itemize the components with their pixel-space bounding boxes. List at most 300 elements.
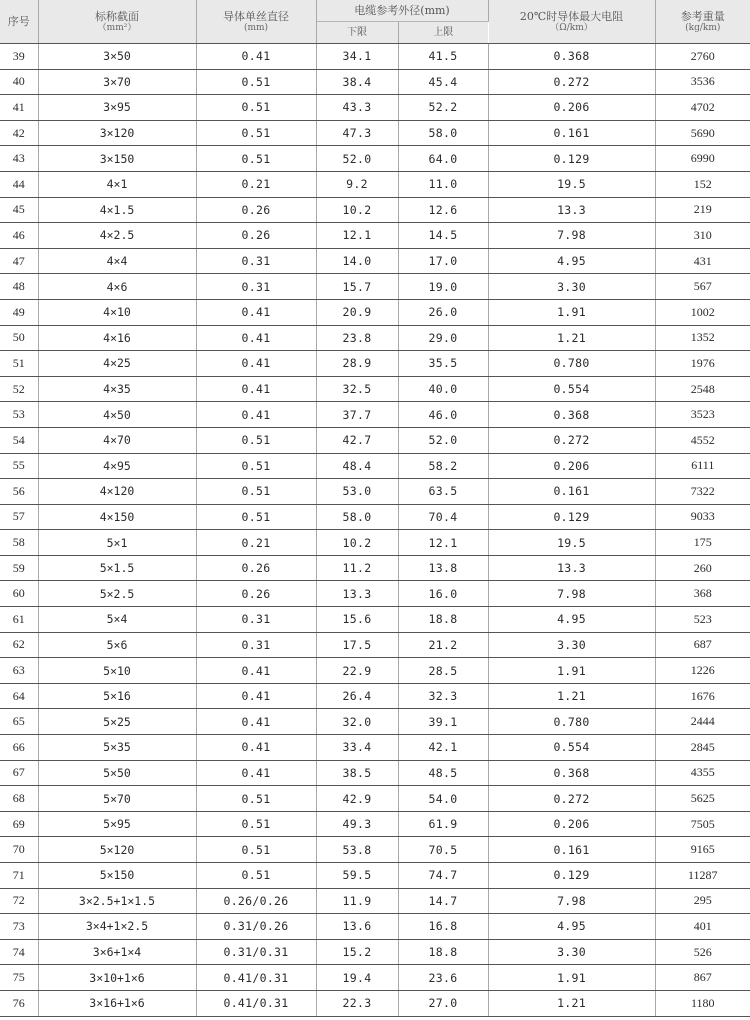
cell-index: 64 [0,683,38,709]
cell-weight: 11287 [655,863,750,889]
cell-outer-lower: 9.2 [316,171,398,197]
cell-outer-upper: 52.0 [398,427,488,453]
cell-outer-upper: 61.9 [398,811,488,837]
cell-outer-lower: 10.2 [316,197,398,223]
table-row [0,120,750,146]
cell-weight: 2548 [655,376,750,402]
table-row [0,44,750,70]
cell-wire-diameter: 0.26/0.26 [196,888,316,914]
cell-outer-upper: 21.2 [398,632,488,658]
table-row [0,965,750,991]
cell-weight: 567 [655,274,750,300]
table-row [0,683,750,709]
cell-outer-upper: 19.0 [398,274,488,300]
cell-wire-diameter: 0.41 [196,376,316,402]
table-row [0,658,750,684]
table-row [0,69,750,95]
cell-resistance: 1.91 [488,299,655,325]
table-row [0,735,750,761]
cell-outer-lower: 15.7 [316,274,398,300]
cell-weight: 152 [655,171,750,197]
cell-resistance: 0.554 [488,735,655,761]
cell-index: 58 [0,530,38,556]
cell-wire-diameter: 0.41/0.31 [196,965,316,991]
cell-wire-diameter: 0.26 [196,555,316,581]
cell-index: 46 [0,223,38,249]
cell-outer-lower: 42.9 [316,786,398,812]
cell-index: 50 [0,325,38,351]
cell-resistance: 1.21 [488,990,655,1016]
cell-resistance: 4.95 [488,607,655,633]
cell-wire-diameter: 0.51 [196,453,316,479]
cell-resistance: 0.206 [488,95,655,121]
table-row [0,811,750,837]
cell-weight: 2444 [655,709,750,735]
cell-index: 49 [0,299,38,325]
cell-outer-upper: 11.0 [398,171,488,197]
table-row [0,581,750,607]
cell-wire-diameter: 0.31 [196,274,316,300]
cell-wire-diameter: 0.41 [196,658,316,684]
cell-wire-diameter: 0.51 [196,837,316,863]
header-wire-diameter [196,0,316,44]
cell-outer-upper: 16.8 [398,914,488,940]
cell-index: 54 [0,427,38,453]
cell-wire-diameter: 0.51 [196,786,316,812]
cell-index: 76 [0,990,38,1016]
cell-section: 5×50 [38,760,196,786]
cell-outer-lower: 14.0 [316,248,398,274]
cell-outer-upper: 14.7 [398,888,488,914]
cell-outer-lower: 28.9 [316,351,398,377]
cell-outer-upper: 17.0 [398,248,488,274]
cell-resistance: 1.91 [488,965,655,991]
cell-index: 45 [0,197,38,223]
cell-section: 5×4 [38,607,196,633]
cell-section: 5×25 [38,709,196,735]
cell-outer-lower: 33.4 [316,735,398,761]
cell-wire-diameter: 0.41 [196,402,316,428]
header-weight-unit: (kg/km) [685,22,721,33]
cell-weight: 7322 [655,479,750,505]
header-weight [655,0,750,44]
cell-outer-lower: 59.5 [316,863,398,889]
table-body [0,44,750,1017]
cell-index: 69 [0,811,38,837]
cell-weight: 1002 [655,299,750,325]
header-outer-diameter: 电缆参考外径(mm) [316,0,488,22]
cell-weight: 6990 [655,146,750,172]
cell-outer-upper: 42.1 [398,735,488,761]
cell-resistance: 13.3 [488,555,655,581]
header-weight-label: 参考重量 [680,9,725,23]
table-row [0,888,750,914]
cell-weight: 9165 [655,837,750,863]
cell-index: 44 [0,171,38,197]
table-row [0,504,750,530]
cell-outer-upper: 18.8 [398,939,488,965]
header-resistance-label: 20℃时导体最大电阻 [519,9,624,23]
table-row [0,709,750,735]
cell-wire-diameter: 0.31 [196,248,316,274]
cell-index: 71 [0,863,38,889]
cell-index: 42 [0,120,38,146]
cell-outer-lower: 23.8 [316,325,398,351]
cell-index: 57 [0,504,38,530]
table-row [0,325,750,351]
cell-weight: 1180 [655,990,750,1016]
cell-index: 51 [0,351,38,377]
cell-outer-lower: 13.6 [316,914,398,940]
cell-index: 60 [0,581,38,607]
cell-outer-upper: 41.5 [398,44,488,70]
table-row [0,299,750,325]
cell-outer-upper: 63.5 [398,479,488,505]
cell-section: 5×95 [38,811,196,837]
cell-resistance: 0.554 [488,376,655,402]
cell-section: 4×1.5 [38,197,196,223]
cell-outer-lower: 26.4 [316,683,398,709]
cell-outer-upper: 58.0 [398,120,488,146]
cell-section: 4×150 [38,504,196,530]
header-section-unit: （mm²） [97,22,137,33]
cell-index: 56 [0,479,38,505]
cell-index: 53 [0,402,38,428]
table-row [0,530,750,556]
cell-section: 5×1 [38,530,196,556]
cell-resistance: 0.272 [488,69,655,95]
cell-outer-lower: 22.3 [316,990,398,1016]
table-row [0,863,750,889]
cell-outer-lower: 32.5 [316,376,398,402]
cell-index: 41 [0,95,38,121]
cell-wire-diameter: 0.51 [196,479,316,505]
cell-wire-diameter: 0.21 [196,530,316,556]
cell-section: 3×70 [38,69,196,95]
cell-resistance: 0.129 [488,504,655,530]
cell-outer-upper: 45.4 [398,69,488,95]
cell-outer-lower: 58.0 [316,504,398,530]
cell-outer-lower: 12.1 [316,223,398,249]
cell-outer-lower: 20.9 [316,299,398,325]
cell-weight: 368 [655,581,750,607]
cell-outer-lower: 38.5 [316,760,398,786]
cell-outer-lower: 13.3 [316,581,398,607]
table-row [0,197,750,223]
cell-wire-diameter: 0.26 [196,197,316,223]
cell-outer-upper: 58.2 [398,453,488,479]
cell-outer-upper: 70.4 [398,504,488,530]
cell-resistance: 3.30 [488,274,655,300]
table-row [0,146,750,172]
cell-resistance: 0.129 [488,863,655,889]
cell-section: 5×150 [38,863,196,889]
cell-outer-lower: 17.5 [316,632,398,658]
cell-outer-lower: 11.2 [316,555,398,581]
table-row [0,914,750,940]
cell-resistance: 0.206 [488,811,655,837]
cell-index: 67 [0,760,38,786]
table-row [0,248,750,274]
cell-index: 40 [0,69,38,95]
cell-wire-diameter: 0.41 [196,44,316,70]
cell-outer-upper: 46.0 [398,402,488,428]
cell-outer-lower: 53.8 [316,837,398,863]
cell-outer-upper: 26.0 [398,299,488,325]
table-row [0,607,750,633]
cell-wire-diameter: 0.51 [196,69,316,95]
cell-resistance: 0.161 [488,120,655,146]
cell-section: 4×25 [38,351,196,377]
cell-index: 68 [0,786,38,812]
cell-section: 4×70 [38,427,196,453]
cell-wire-diameter: 0.41 [196,683,316,709]
cell-outer-upper: 70.5 [398,837,488,863]
table-row [0,223,750,249]
cell-weight: 5625 [655,786,750,812]
table-row [0,274,750,300]
cell-weight: 2760 [655,44,750,70]
cell-weight: 4355 [655,760,750,786]
cell-index: 62 [0,632,38,658]
cell-section: 4×16 [38,325,196,351]
table-row [0,453,750,479]
cell-wire-diameter: 0.41 [196,709,316,735]
cell-outer-lower: 49.3 [316,811,398,837]
cell-outer-upper: 35.5 [398,351,488,377]
cell-resistance: 3.30 [488,939,655,965]
cell-weight: 2845 [655,735,750,761]
header-resistance-unit: （Ω/km） [550,22,593,33]
table-row [0,376,750,402]
cell-wire-diameter: 0.41 [196,735,316,761]
cell-wire-diameter: 0.51 [196,146,316,172]
cell-outer-lower: 19.4 [316,965,398,991]
cell-weight: 526 [655,939,750,965]
cell-index: 52 [0,376,38,402]
cell-wire-diameter: 0.41 [196,351,316,377]
cell-weight: 687 [655,632,750,658]
cell-outer-lower: 10.2 [316,530,398,556]
cell-wire-diameter: 0.31/0.26 [196,914,316,940]
cell-section: 4×10 [38,299,196,325]
cell-outer-lower: 47.3 [316,120,398,146]
cell-outer-upper: 12.1 [398,530,488,556]
cell-outer-upper: 52.2 [398,95,488,121]
cell-section: 3×10+1×6 [38,965,196,991]
cell-outer-upper: 74.7 [398,863,488,889]
cell-section: 5×70 [38,786,196,812]
cell-weight: 1676 [655,683,750,709]
cell-wire-diameter: 0.21 [196,171,316,197]
cell-index: 65 [0,709,38,735]
cell-outer-upper: 40.0 [398,376,488,402]
cell-resistance: 0.206 [488,453,655,479]
cell-weight: 295 [655,888,750,914]
cell-outer-lower: 32.0 [316,709,398,735]
cell-index: 47 [0,248,38,274]
table-row [0,479,750,505]
table-row [0,990,750,1016]
cell-index: 75 [0,965,38,991]
cell-outer-upper: 29.0 [398,325,488,351]
cell-wire-diameter: 0.26 [196,223,316,249]
header-index: 序号 [0,0,38,44]
cell-index: 61 [0,607,38,633]
cell-weight: 3523 [655,402,750,428]
cell-section: 3×16+1×6 [38,990,196,1016]
cell-resistance: 19.5 [488,171,655,197]
cell-weight: 1226 [655,658,750,684]
cell-outer-upper: 27.0 [398,990,488,1016]
cell-outer-upper: 14.5 [398,223,488,249]
cell-weight: 4702 [655,95,750,121]
cell-index: 72 [0,888,38,914]
cell-resistance: 13.3 [488,197,655,223]
cell-weight: 9033 [655,504,750,530]
header-lower-limit: 下限 [316,22,398,44]
cell-resistance: 0.161 [488,479,655,505]
header-wire-diameter-unit: (mm) [243,22,269,33]
cell-section: 5×2.5 [38,581,196,607]
cell-weight: 219 [655,197,750,223]
table-row [0,171,750,197]
cell-outer-lower: 48.4 [316,453,398,479]
cell-resistance: 19.5 [488,530,655,556]
cell-index: 39 [0,44,38,70]
cell-section: 4×95 [38,453,196,479]
cell-outer-upper: 64.0 [398,146,488,172]
cell-section: 3×120 [38,120,196,146]
cell-wire-diameter: 0.51 [196,863,316,889]
cell-index: 74 [0,939,38,965]
cell-section: 4×50 [38,402,196,428]
cell-outer-upper: 13.8 [398,555,488,581]
table-header [0,0,750,44]
cell-index: 66 [0,735,38,761]
cell-section: 4×2.5 [38,223,196,249]
cell-index: 70 [0,837,38,863]
cell-outer-upper: 28.5 [398,658,488,684]
cell-resistance: 0.272 [488,786,655,812]
cell-wire-diameter: 0.51 [196,504,316,530]
cell-resistance: 7.98 [488,223,655,249]
cell-index: 48 [0,274,38,300]
cell-section: 5×10 [38,658,196,684]
cell-outer-upper: 54.0 [398,786,488,812]
cell-resistance: 0.129 [488,146,655,172]
table-row [0,760,750,786]
cell-resistance: 1.21 [488,325,655,351]
cell-weight: 401 [655,914,750,940]
cell-outer-upper: 32.3 [398,683,488,709]
table-row [0,837,750,863]
cell-weight: 6111 [655,453,750,479]
table-row [0,632,750,658]
cell-outer-lower: 53.0 [316,479,398,505]
cell-outer-upper: 48.5 [398,760,488,786]
cell-outer-upper: 23.6 [398,965,488,991]
cell-outer-lower: 37.7 [316,402,398,428]
cell-wire-diameter: 0.41 [196,760,316,786]
header-section-label: 标称截面 [95,9,139,23]
cell-section: 3×50 [38,44,196,70]
cell-section: 3×95 [38,95,196,121]
cell-resistance: 0.368 [488,760,655,786]
cell-wire-diameter: 0.51 [196,120,316,146]
cell-outer-lower: 22.9 [316,658,398,684]
cell-weight: 310 [655,223,750,249]
cell-outer-lower: 34.1 [316,44,398,70]
cell-wire-diameter: 0.41 [196,325,316,351]
cell-index: 55 [0,453,38,479]
cell-weight: 4552 [655,427,750,453]
table-row [0,555,750,581]
cell-outer-lower: 11.9 [316,888,398,914]
cell-resistance: 4.95 [488,248,655,274]
header-wire-diameter-label: 导体单丝直径 [223,9,289,23]
table-row [0,427,750,453]
cell-resistance: 7.98 [488,581,655,607]
cell-section: 3×2.5+1×1.5 [38,888,196,914]
cell-resistance: 0.161 [488,837,655,863]
cell-section: 4×6 [38,274,196,300]
cell-section: 3×150 [38,146,196,172]
cell-resistance: 0.368 [488,44,655,70]
cell-weight: 175 [655,530,750,556]
cell-section: 4×1 [38,171,196,197]
cell-wire-diameter: 0.51 [196,427,316,453]
cell-outer-upper: 16.0 [398,581,488,607]
cell-wire-diameter: 0.31/0.31 [196,939,316,965]
table-row [0,95,750,121]
cell-resistance: 3.30 [488,632,655,658]
cell-section: 5×120 [38,837,196,863]
cell-section: 5×6 [38,632,196,658]
cell-weight: 7505 [655,811,750,837]
cell-wire-diameter: 0.26 [196,581,316,607]
table-row [0,786,750,812]
cell-weight: 3536 [655,69,750,95]
cell-section: 4×4 [38,248,196,274]
cell-wire-diameter: 0.31 [196,632,316,658]
cell-resistance: 7.98 [488,888,655,914]
cell-wire-diameter: 0.41/0.31 [196,990,316,1016]
cell-weight: 1352 [655,325,750,351]
cell-outer-lower: 15.6 [316,607,398,633]
cell-outer-upper: 12.6 [398,197,488,223]
header-resistance [488,0,655,44]
cell-section: 3×6+1×4 [38,939,196,965]
cell-wire-diameter: 0.31 [196,607,316,633]
header-section [38,0,196,44]
cell-weight: 5690 [655,120,750,146]
cell-outer-lower: 43.3 [316,95,398,121]
cell-section: 5×1.5 [38,555,196,581]
cell-index: 59 [0,555,38,581]
cell-weight: 1976 [655,351,750,377]
cell-outer-lower: 38.4 [316,69,398,95]
header-upper-limit: 上限 [398,22,488,44]
cell-resistance: 0.780 [488,351,655,377]
cell-weight: 523 [655,607,750,633]
cell-wire-diameter: 0.41 [196,299,316,325]
cell-section: 3×4+1×2.5 [38,914,196,940]
cell-index: 43 [0,146,38,172]
table-row [0,402,750,428]
cell-section: 5×16 [38,683,196,709]
cell-index: 63 [0,658,38,684]
